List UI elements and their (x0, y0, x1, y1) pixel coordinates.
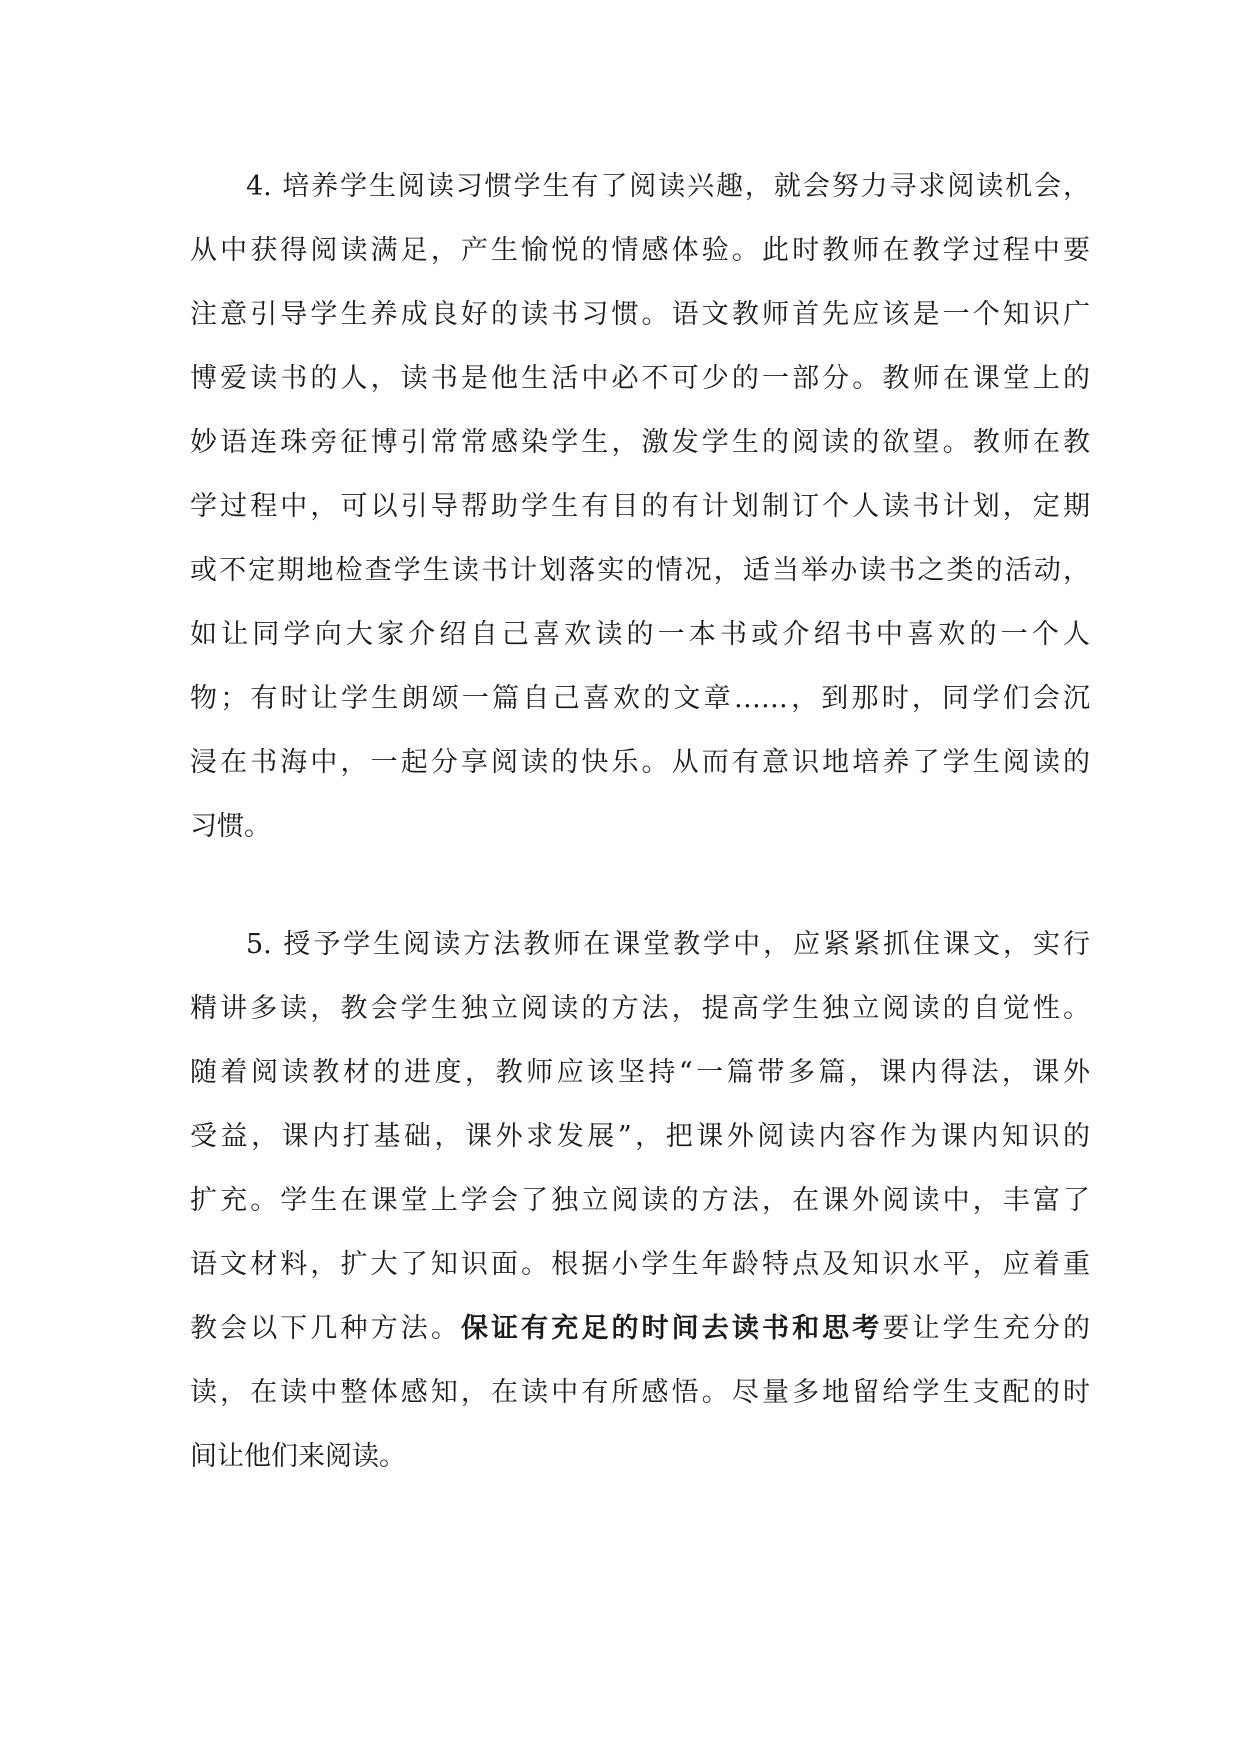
text-line: 博爱读书的人，读书是他生活中必不可少的一部分。教师在课堂上的 (190, 363, 1090, 394)
text-line: 读，在读中整体感知，在读中有所感悟。尽量多地留给学生支配的时 (190, 1377, 1090, 1408)
text-segment: 要让学生充分的 (882, 1313, 1091, 1344)
text-line: 或不定期地检查学生读书计划落实的情况，适当举办读书之类的活动， (190, 555, 1090, 586)
text-line-mixed (190, 1297, 1090, 1361)
paragraph-reading-methods (190, 913, 1090, 1489)
text-line: 注意引导学生养成良好的读书习惯。语文教师首先应该是一个知识广 (190, 299, 1090, 330)
text-line: 受益，课内打基础，课外求发展”，把课外阅读内容作为课内知识的 (190, 1121, 1090, 1152)
text-line: 习惯。 (190, 811, 271, 842)
bold-heading-phrase: 保证有充足的时间去读书和思考 (460, 1313, 883, 1344)
text-line: 间让他们来阅读。 (190, 1441, 406, 1472)
text-line: 精讲多读，教会学生独立阅读的方法，提高学生独立阅读的自觉性。 (190, 993, 1090, 1024)
text-line: 语文材料，扩大了知识面。根据小学生年龄特点及知识水平，应着重 (190, 1249, 1090, 1280)
paragraph-reading-habits (190, 155, 1090, 859)
text-line: 扩充。学生在课堂上学会了独立阅读的方法，在课外阅读中，丰富了 (190, 1185, 1090, 1216)
text-line: 妙语连珠旁征博引常常感染学生，激发学生的阅读的欲望。教师在教 (190, 427, 1090, 458)
text-line: 如让同学向大家介绍自己喜欢读的一本书或介绍书中喜欢的一个人 (190, 619, 1090, 650)
text-line: 浸在书海中，一起分享阅读的快乐。从而有意识地培养了学生阅读的 (190, 747, 1090, 778)
text-segment: 教会以下几种方法。 (190, 1313, 461, 1344)
text-line: 学过程中，可以引导帮助学生有目的有计划制订个人读书计划，定期 (190, 491, 1090, 522)
text-line: 从中获得阅读满足，产生愉悦的情感体验。此时教师在教学过程中要 (190, 235, 1090, 266)
text-line: 5. 授予学生阅读方法教师在课堂教学中，应紧紧抓住课文，实行 (246, 929, 1090, 960)
text-line: 物；有时让学生朗颂一篇自己喜欢的文章……，到那时，同学们会沉 (190, 683, 1090, 714)
text-line: 随着阅读教材的进度，教师应该坚持“一篇带多篇，课内得法，课外 (190, 1057, 1090, 1088)
text-line: 4. 培养学生阅读习惯学生有了阅读兴趣，就会努力寻求阅读机会， (246, 171, 1090, 202)
